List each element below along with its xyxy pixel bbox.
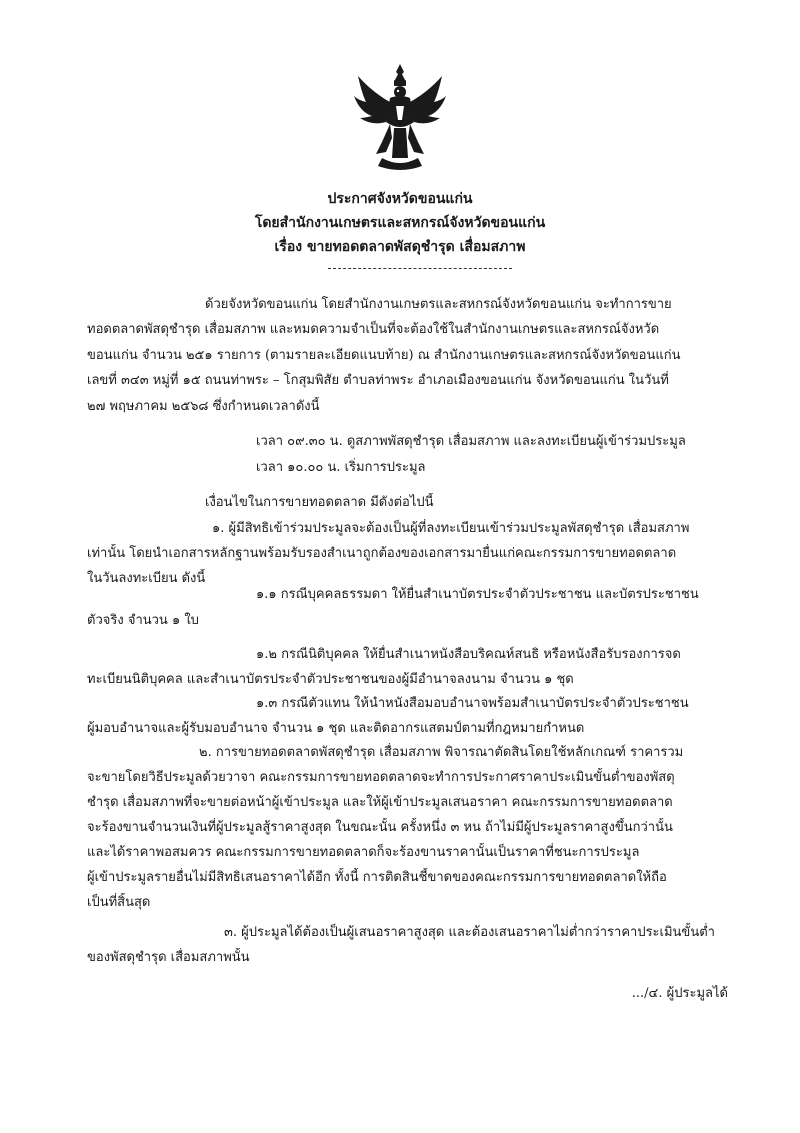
condition-1-3-line: ๑.๓ กรณีตัวแทน ให้นำหนังสือมอบอำนาจพร้อมสำเนาบัตรประจำตัวประชาชน	[256, 696, 689, 711]
condition-2-line: จะร้องขานจำนวนเงินที่ผู้ประมูลสู้ราคาสูงสุด ในขณะนั้น ครั้งหนึ่ง ๓ หน ถ้าไม่มีผู้ประมูลราคาสูงขึ้นกว่านั้น	[87, 820, 673, 835]
schedule-item: เวลา ๑๐.๐๐ น. เริ่มการประมูล	[256, 460, 426, 475]
garuda-emblem	[352, 62, 448, 174]
condition-1-1-line: ตัวจริง จำนวน ๑ ใบ	[87, 613, 199, 628]
condition-1-2-line: ทะเบียนนิติบุคคล และสำเนาบัตรประจำตัวประชาชนของผู้มีอำนาจลงนาม จำนวน ๑ ชุด	[87, 672, 574, 687]
condition-2-line: จะขายโดยวิธีประมูลด้วยวาจา คณะกรรมการขายทอดตลาดจะทำการประกาศราคาประเมินขั้นต่ำของพัสดุ	[87, 770, 675, 785]
intro-line: ๒๗ พฤษภาคม ๒๕๖๘ ซึ่งกำหนดเวลาดังนี้	[87, 399, 320, 414]
intro-line: ขอนแก่น จำนวน ๒๕๑ รายการ (ตามรายละเอียดแนบท้าย) ณ สำนักงานเกษตรและสหกรณ์จังหวัดขอนแก่น	[87, 348, 681, 363]
header-line-1: ประกาศจังหวัดขอนแก่น	[327, 191, 473, 207]
conditions-heading: เงื่อนไขในการขายทอดตลาด มีดังต่อไปนี้	[205, 495, 434, 510]
condition-1-1-line: ๑.๑ กรณีบุคคลธรรมดา ให้ยื่นสำเนาบัตรประจำตัวประชาชน และบัตรประชาชน	[256, 587, 699, 602]
header-divider	[328, 268, 512, 269]
condition-1-3-line: ผู้มอบอำนาจและผู้รับมอบอำนาจ จำนวน ๑ ชุด และติดอากรแสตมป์ตามที่กฎหมายกำหนด	[87, 721, 585, 736]
condition-2-line: ๒. การขายทอดตลาดพัสดุชำรุด เสื่อมสภาพ พิจารณาตัดสินโดยใช้หลักเกณฑ์ ราคารวม	[199, 745, 684, 760]
condition-1-line: ๑. ผู้มีสิทธิเข้าร่วมประมูลจะต้องเป็นผู้ที่ลงทะเบียนเข้าร่วมประมูลพัสดุชำรุด เสื่อมสภาพ	[212, 521, 690, 536]
header-subject: เรื่อง ขายทอดตลาดพัสดุชำรุด เสื่อมสภาพ	[274, 239, 526, 255]
intro-line: ด้วยจังหวัดขอนแก่น โดยสำนักงานเกษตรและสหกรณ์จังหวัดขอนแก่น จะทำการขาย	[205, 297, 672, 312]
header-line-2: โดยสำนักงานเกษตรและสหกรณ์จังหวัดขอนแก่น	[254, 215, 546, 231]
condition-1-line: ในวันลงทะเบียน ดังนี้	[87, 571, 206, 586]
condition-1-line: เท่านั้น โดยนำเอกสารหลักฐานพร้อมรับรองสำเนาถูกต้องของเอกสารมายื่นแก่คณะกรรมการขายทอดตลาด	[87, 546, 677, 561]
continuation-note: .../๔. ผู้ประมูลได้	[631, 986, 728, 1001]
intro-line: เลขที่ ๓๔๓ หมู่ที่ ๑๕ ถนนท่าพระ – โกสุมพิสัย ตำบลท่าพระ อำเภอเมืองขอนแก่น จังหวัดขอนแก่น ในวันที่	[87, 373, 669, 388]
condition-3-line: ๓. ผู้ประมูลได้ต้องเป็นผู้เสนอราคาสูงสุด และต้องเสนอราคาไม่ต่ำกว่าราคาประเมินขั้นต่ำ	[224, 925, 715, 940]
condition-2-line: ผู้เข้าประมูลรายอื่นไม่มีสิทธิเสนอราคาได้อีก ทั้งนี้ การติดสินชี้ขาดของคณะกรรมการขายทอดตลาดให้ถือ	[87, 870, 667, 885]
schedule-item: เวลา ๐๙.๓๐ น. ดูสภาพพัสดุชำรุด เสื่อมสภาพ และลงทะเบียนผู้เข้าร่วมประมูล	[256, 434, 686, 449]
intro-line: ทอดตลาดพัสดุชำรุด เสื่อมสภาพ และหมดความจำเป็นที่จะต้องใช้ในสำนักงานเกษตรและสหกรณ์จังหวัด	[87, 322, 660, 337]
condition-2-line: และได้ราคาพอสมควร คณะกรรมการขายทอดตลาดก็จะร้องขานราคานั้นเป็นราคาที่ชนะการประมูล	[87, 845, 640, 860]
condition-2-line: เป็นที่สิ้นสุด	[87, 895, 151, 910]
condition-2-line: ชำรุด เสื่อมสภาพที่จะขายต่อหน้าผู้เข้าประมูล และให้ผู้เข้าประมูลเสนอราคา คณะกรรมการขายทอดตลาด	[87, 795, 673, 810]
condition-1-2-line: ๑.๒ กรณีนิติบุคคล ให้ยื่นสำเนาหนังสือบริคณห์สนธิ หรือหนังสือรับรองการจด	[256, 647, 681, 662]
condition-3-line: ของพัสดุชำรุด เสื่อมสภาพนั้น	[87, 950, 250, 965]
